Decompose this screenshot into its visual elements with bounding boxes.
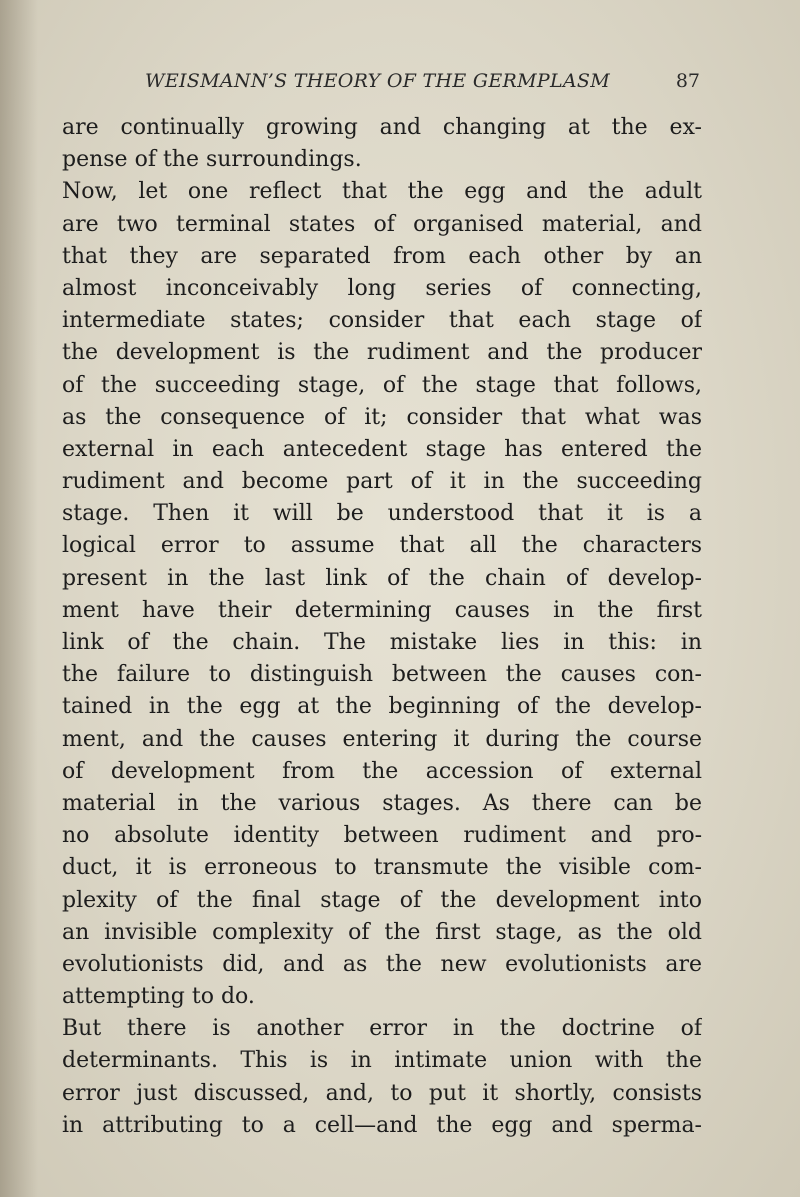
text-line: determinants. This is in intimate union with the [62,1048,702,1074]
text-line: attempting to do. [62,984,255,1010]
text-line: tained in the egg at the beginning of the develop- [62,694,702,720]
text-line: logical error to assume that all the characters [62,533,702,559]
text-line: rudiment and become part of it in the succeeding [62,469,702,495]
text-line: stage. Then it will be understood that it is a [62,501,702,527]
text-line: intermediate states; consider that each stage of [62,308,702,334]
text-line: duct, it is erroneous to transmute the visible com- [62,855,702,881]
text-line: pense of the surroundings. [62,147,362,173]
text-line: external in each antecedent stage has entered the [62,436,702,462]
text-line: are continually growing and changing at the ex- [62,115,702,140]
text-line: of the succeeding stage, of the stage that follows, [62,372,702,398]
text-line: no absolute identity between rudiment and pro- [62,823,702,849]
text-line: link of the chain. The mistake lies in this: in [62,630,702,655]
text-line: almost inconceivably long series of connecting, [62,275,702,301]
text-line: as the consequence of it; consider that what was [62,404,702,430]
text-line: the development is the rudiment and the producer [62,340,702,366]
text-line: an invisible complexity of the first stage, as the old [62,919,702,945]
text-line: But there is another error in the doctrine of [62,1016,702,1042]
text-line: plexity of the final stage of the development into [62,887,702,913]
text-line: Now, let one reflect that the egg and the adult [62,179,702,205]
text-line: evolutionists did, and as the new evolutionists are [62,951,702,977]
text-line: in attributing to a cell—and the egg and sperma- [62,1112,702,1138]
page-header [145,70,700,98]
text-line: error just discussed, and, to put it shortly, consists [62,1080,702,1106]
text-line: of development from the accession of external [62,758,702,784]
text-line: ment, and the causes entering it during the course [62,726,702,752]
text-line: that they are separated from each other by an [62,243,702,269]
text-line: present in the last link of the chain of develop- [62,565,702,591]
binding-shadow [0,0,38,1197]
page-number: 87 [675,70,700,92]
text-line: the failure to distinguish between the causes con- [62,662,702,688]
body-text [62,112,702,1142]
text-line: material in the various stages. As there can be [62,790,702,816]
text-line: are two terminal states of organised material, and [62,211,702,237]
running-head: WEISMANN’S THEORY OF THE GERMPLASM [145,70,610,92]
text-line: ment have their determining causes in the first [62,597,702,623]
